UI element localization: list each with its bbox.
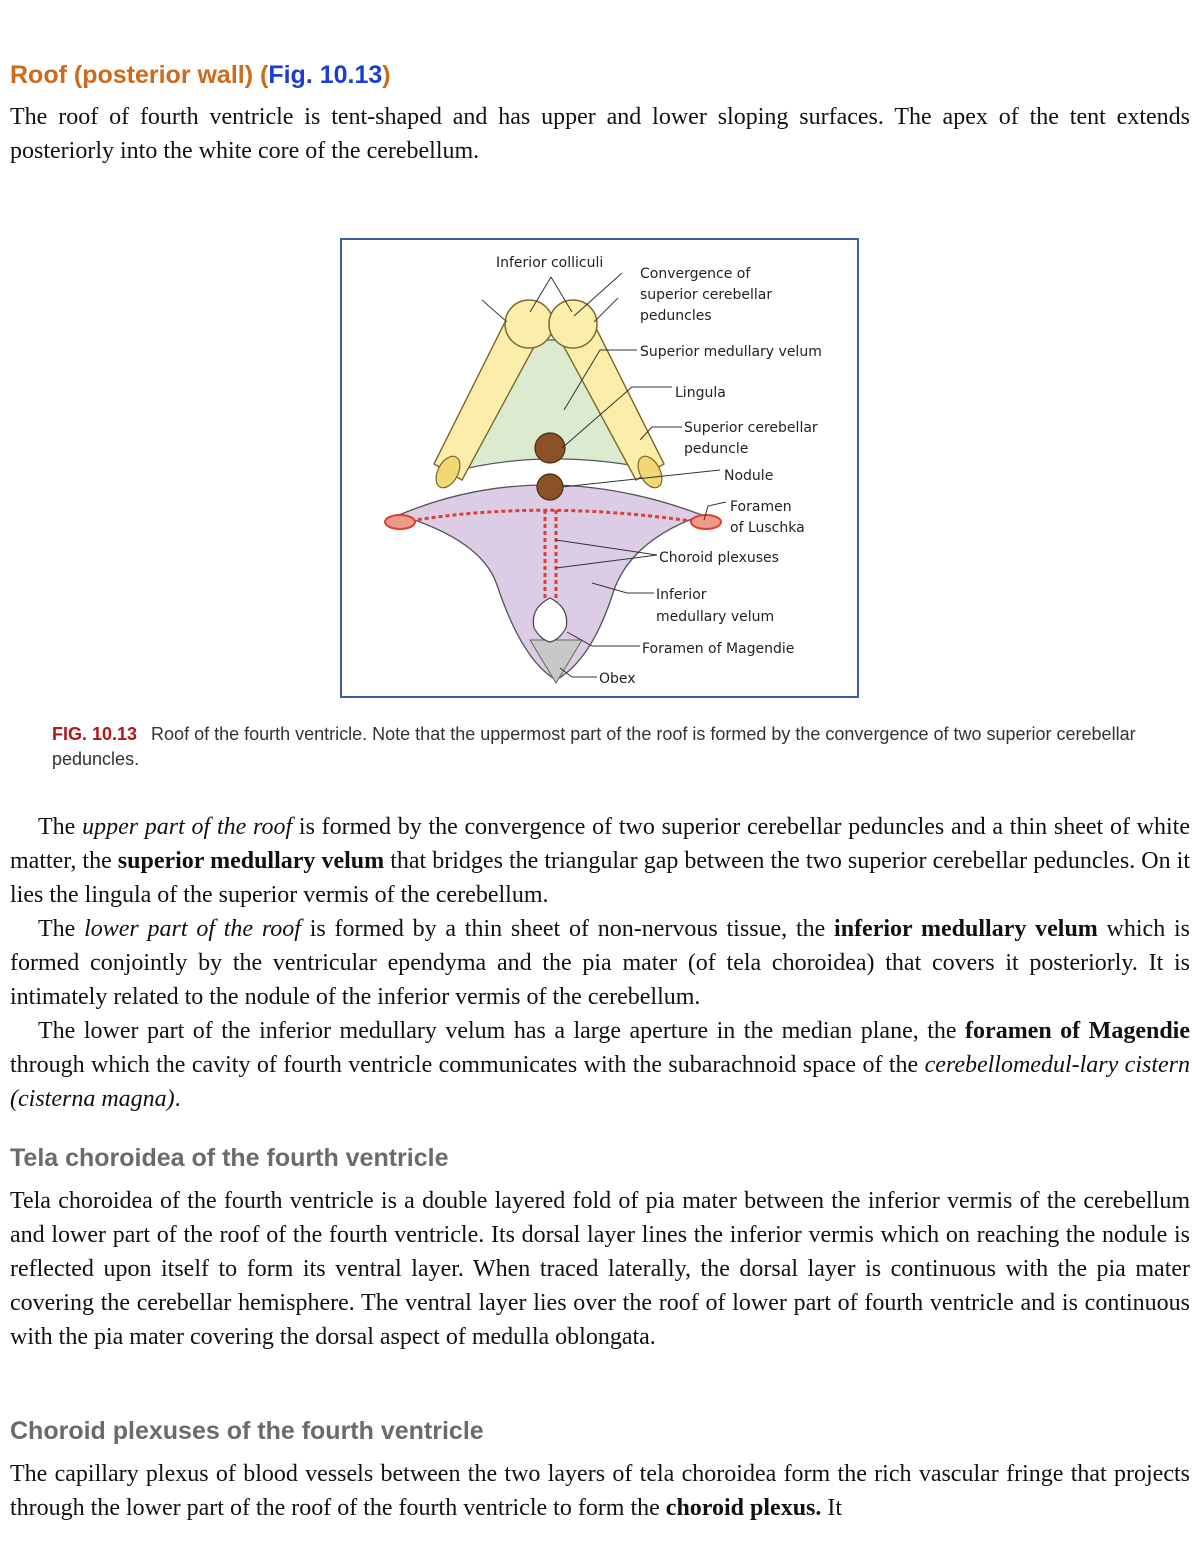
section-heading-roof <box>10 60 391 90</box>
figure-reference-link[interactable]: Fig. 10.13 <box>268 61 383 89</box>
label-foramen-luschka-line2: of Luschka <box>730 520 805 536</box>
italic-term: lower part of the roof <box>84 916 301 942</box>
bold-term: foramen of Magendie <box>965 1018 1190 1044</box>
magendie-paragraph <box>10 1014 1190 1116</box>
lingula-shape <box>535 433 565 463</box>
section-heading-choroid-plexuses: Choroid plexuses of the fourth ventricle <box>10 1417 484 1445</box>
tela-choroidea-paragraph: Tela choroidea of the fourth ventricle is a double layered fold of pia mater between the inferior vermis of the cerebellum and lower part of the roof of the fourth ventricle. Its dorsal layer lines the inferior vermis which on reaching the nodule is reflected upon itself to form its ventral layer. When traced laterally, the dorsal layer is continuous with the pia mater covering the cerebellar hemisphere. The ventral layer lies over the roof of lower part of fourth ventricle and is continuous with the pia mater covering the dorsal aspect of medulla oblongata. <box>10 1188 1190 1350</box>
text-run: The <box>38 916 85 942</box>
caption-text: Roof of the fourth ventricle. Note that the uppermost part of the roof is formed by the convergence of two superior cerebellar peduncles. <box>52 724 1136 769</box>
nodule-shape <box>537 474 563 500</box>
label-choroid-plexuses: Choroid plexuses <box>659 550 779 566</box>
left-inferior-colliculus <box>505 300 553 348</box>
caption-number: FIG. 10.13 <box>52 724 138 744</box>
label-convergence-line2: superior cerebellar <box>640 287 773 303</box>
label-nodule: Nodule <box>724 468 774 484</box>
lower-roof-paragraph <box>10 912 1190 1014</box>
label-superior-medullary-velum: Superior medullary velum <box>640 344 822 360</box>
bold-term: superior medullary velum <box>117 848 385 874</box>
text-run: The lower part of the inferior medullary velum has a large aperture in the median plane, the <box>38 1018 966 1044</box>
text-run: The <box>38 814 83 840</box>
text-run: is formed by a thin sheet of non-nervous tissue, the <box>300 916 835 942</box>
choroid-plexus-left-tuft <box>385 515 415 529</box>
right-inferior-colliculus <box>549 300 597 348</box>
upper-roof-paragraph <box>10 810 1190 912</box>
text-run: that bridges the triangular gap between the two superior cerebellar peduncles. On it lies the lingula of the superior vermis of the cerebellum. <box>10 848 1190 908</box>
italic-term: cerebellomedul-lary cistern (cisterna magna) <box>10 1052 1190 1112</box>
label-inferior-velum-line2: medullary velum <box>656 609 775 625</box>
figure-roof-fourth-ventricle <box>340 238 859 698</box>
choroid-plexus-paragraph <box>10 1457 1190 1525</box>
label-superior-cerebellar-line2: peduncle <box>684 441 749 457</box>
text-run: through which the cavity of fourth ventricle communicates with the subarachnoid space of the <box>10 1052 925 1078</box>
heading-close-paren: ) <box>382 61 391 89</box>
label-superior-cerebellar-line1: Superior cerebellar <box>684 420 818 436</box>
section-heading-tela-choroidea: Tela choroidea of the fourth ventricle <box>10 1144 449 1172</box>
label-convergence-line1: Convergence of <box>640 266 751 282</box>
roof-intro-paragraph: The roof of fourth ventricle is tent-shaped and has upper and lower sloping surfaces. The apex of the tent extends posteriorly into the white core of the cerebellum. <box>10 104 1190 164</box>
text-run: which is formed conjointly by the ventricular ependyma and the pia mater (of tela choroidea) that covers it posteriorly. It is intimately related to the nodule of the inferior vermis of the cerebellum. <box>10 916 1190 1010</box>
text-run: It <box>821 1495 843 1521</box>
text-run: is formed by the convergence of two superior cerebellar peduncles and a thin sheet of white matter, the <box>10 814 1190 874</box>
label-foramen-luschka-line1: Foramen <box>730 499 792 515</box>
bold-term: choroid plexus. <box>665 1495 822 1521</box>
anatomy-diagram <box>342 240 857 696</box>
label-inferior-velum-line1: Inferior <box>656 587 707 603</box>
label-inferior-colliculi: Inferior colliculi <box>496 255 604 271</box>
bold-term: inferior medullary velum <box>834 916 1098 942</box>
text-run: . <box>174 1086 181 1112</box>
text-run: The capillary plexus of blood vessels between the two layers of tela choroidea form the rich vascular fringe that projects through the lower part of the roof of the fourth ventricle to form the <box>10 1461 1190 1521</box>
label-lingula: Lingula <box>675 385 726 401</box>
label-foramen-magendie: Foramen of Magendie <box>642 641 795 657</box>
choroid-plexus-right-tuft <box>691 515 721 529</box>
italic-term: upper part of the roof <box>82 814 293 840</box>
label-obex: Obex <box>599 671 636 687</box>
label-convergence-line3: peduncles <box>640 308 712 324</box>
heading-text: Roof (posterior wall) ( <box>10 61 269 89</box>
figure-caption <box>52 722 1162 772</box>
